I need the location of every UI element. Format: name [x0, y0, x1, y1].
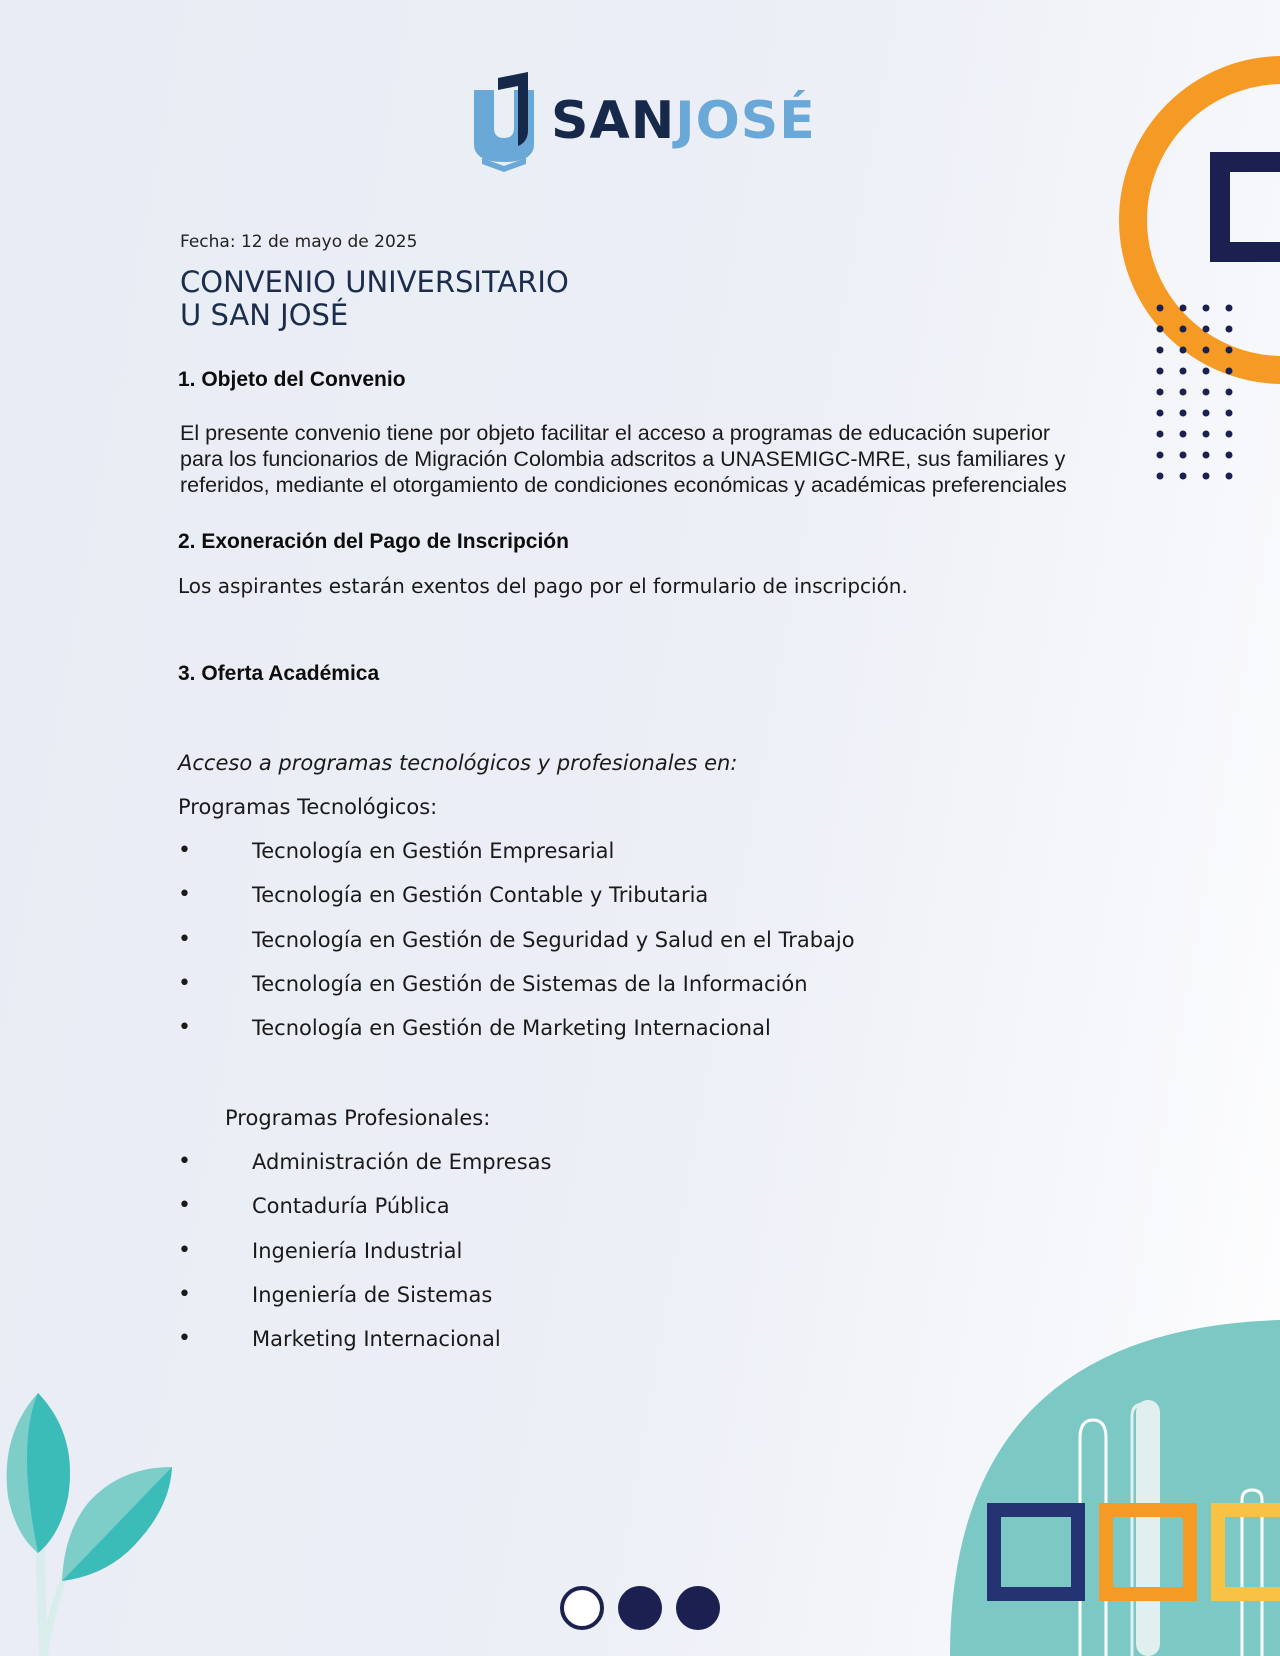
bullet-icon: •	[178, 1193, 191, 1219]
section-1-line-3: referidos, mediante el otorgamiento de condiciones económicas y académicas preferenciales	[180, 473, 1067, 497]
tech-programs-label: Programas Tecnológicos:	[178, 795, 438, 819]
program-name: Contaduría Pública	[252, 1194, 450, 1219]
bullet-icon: •	[178, 1237, 191, 1263]
section-1-line-1: El presente convenio tiene por objeto facilitar el acceso a programas de educación superior	[180, 421, 1051, 445]
program-name: Tecnología en Gestión Empresarial	[252, 839, 615, 863]
program-name: Ingeniería Industrial	[252, 1238, 463, 1263]
title-line-2: U SAN JOSÉ	[180, 298, 349, 332]
section-2-body: Los aspirantes estarán exentos del pago por el formulario de inscripción.	[178, 574, 908, 598]
bullet-icon: •	[178, 926, 191, 952]
bullet-icon: •	[178, 1281, 191, 1307]
program-name: Administración de Empresas	[252, 1150, 552, 1174]
program-name: Tecnología en Gestión de Marketing Internacional	[252, 1016, 771, 1041]
section-1-line-2: para los funcionarios de Migración Colombia adscritos a UNASEMIGC-MRE, sus familiares y	[180, 447, 1066, 471]
page-indicator	[558, 1584, 728, 1632]
section-2-heading: 2. Exoneración del Pago de Inscripción	[178, 530, 569, 553]
navy-square-outline	[1220, 162, 1280, 252]
section-3-heading: 3. Oferta Académica	[178, 662, 380, 685]
logo-text-san: SAN	[551, 91, 676, 151]
corner-decoration-bottom	[950, 1320, 1280, 1656]
prof-programs-label: Programas Profesionales:	[225, 1106, 491, 1130]
bullet-icon: •	[178, 1326, 191, 1352]
bullet-icon: •	[178, 882, 191, 908]
bullet-icon: •	[178, 1149, 191, 1174]
orange-ring	[1133, 70, 1280, 370]
university-logo-wordmark	[551, 86, 816, 156]
program-name: Ingeniería de Sistemas	[252, 1282, 493, 1307]
title-line-1: CONVENIO UNIVERSITARIO	[180, 265, 569, 299]
document-date: Fecha: 12 de mayo de 2025	[180, 232, 418, 252]
section-1-heading: 1. Objeto del Convenio	[178, 368, 406, 391]
program-name: Tecnología en Gestión de Seguridad y Salud en el Trabajo	[252, 927, 855, 952]
program-name: Tecnología en Gestión Contable y Tributaria	[252, 883, 709, 908]
document-title	[180, 266, 569, 332]
program-name: Marketing Internacional	[252, 1327, 501, 1352]
academic-offer-intro: Acceso a programas tecnológicos y profesionales en:	[178, 751, 738, 775]
bullet-icon: •	[178, 970, 191, 996]
logo-text-jose: JOSÉ	[675, 91, 816, 151]
bullet-icon: •	[178, 1015, 191, 1041]
program-name: Tecnología en Gestión de Sistemas de la Información	[252, 971, 808, 996]
page-dot-current	[562, 1588, 602, 1628]
leaves-decoration	[0, 1385, 180, 1656]
page-dot	[676, 1586, 720, 1630]
bullet-icon: •	[178, 838, 191, 863]
university-logo-icon	[474, 72, 536, 172]
page-dot	[618, 1586, 662, 1630]
section-1-body	[180, 420, 1140, 498]
